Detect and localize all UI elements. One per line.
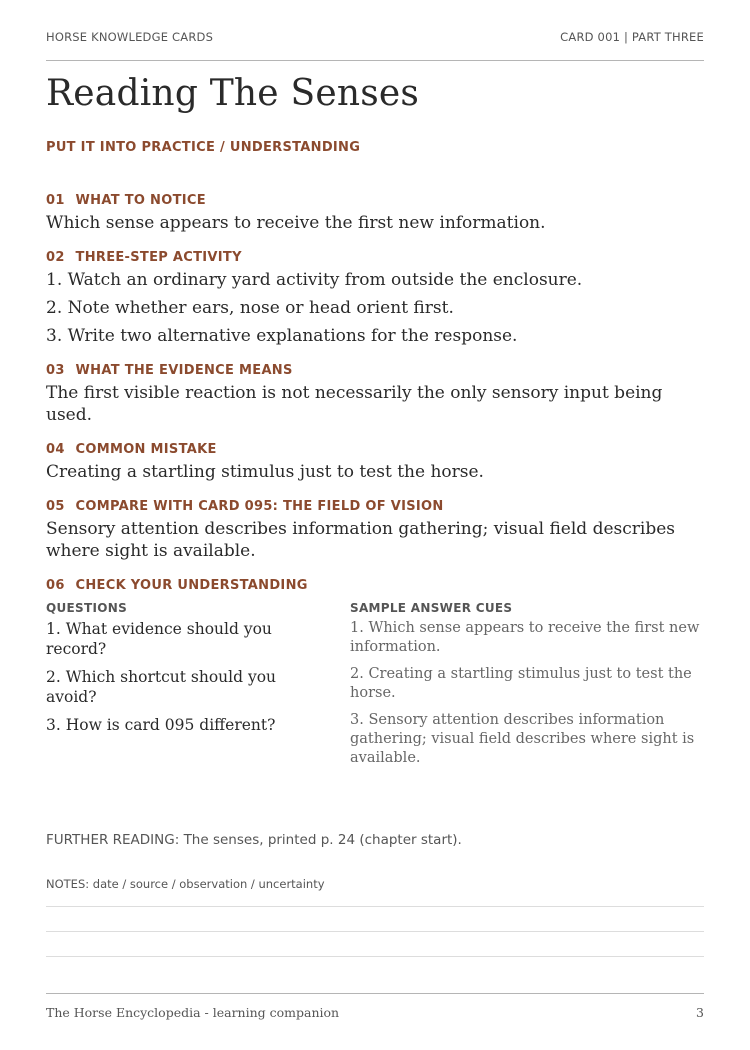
answer-cue: 1. Which sense appears to receive the first new information.: [350, 620, 700, 655]
activity-step: 2. Note whether ears, nose or head orient first.: [46, 298, 454, 318]
answers-label: SAMPLE ANSWER CUES: [350, 601, 513, 615]
question-item: 2. Which shortcut should you avoid?: [46, 668, 277, 706]
questions-column: [46, 601, 350, 776]
page-number: 3: [696, 1005, 704, 1020]
section-what-to-notice: [46, 193, 704, 234]
section-title: CHECK YOUR UNDERSTANDING: [75, 578, 308, 593]
answer-cue: 3. Sensory attention describes information gathering; visual field describes where sight is available.: [350, 712, 695, 766]
section-title: THREE-STEP ACTIVITY: [75, 250, 242, 265]
page-header: [46, 30, 704, 44]
section-body: Sensory attention describes information gathering; visual field describes where sight is available.: [46, 519, 675, 561]
section-number: 05: [46, 499, 65, 514]
section-check-understanding: [46, 578, 704, 776]
note-line: [46, 956, 704, 957]
footer-divider: [46, 993, 704, 994]
question-item: 1. What evidence should you record?: [46, 620, 272, 658]
section-three-step-activity: [46, 250, 704, 347]
card-content: [46, 193, 704, 792]
note-line: [46, 931, 704, 932]
card-number-label: CARD 001 | PART THREE: [560, 30, 704, 44]
section-heading: [46, 499, 704, 514]
activity-step: 1. Watch an ordinary yard activity from outside the enclosure.: [46, 270, 583, 290]
header-divider: [46, 60, 704, 61]
section-body: Which sense appears to receive the first new information.: [46, 213, 546, 233]
series-label: HORSE KNOWLEDGE CARDS: [46, 30, 214, 44]
section-title: COMPARE WITH CARD 095: THE FIELD OF VISION: [75, 499, 444, 514]
section-number: 04: [46, 442, 65, 457]
section-number: 06: [46, 578, 65, 593]
further-reading: FURTHER READING: The senses, printed p. 24 (chapter start).: [46, 832, 462, 848]
section-body: Creating a startling stimulus just to test the horse.: [46, 462, 484, 482]
section-body: The first visible reaction is not necessarily the only sensory input being used.: [46, 383, 663, 425]
section-title: WHAT TO NOTICE: [75, 193, 206, 208]
questions-label: QUESTIONS: [46, 601, 128, 615]
page-subtitle: PUT IT INTO PRACTICE / UNDERSTANDING: [46, 140, 361, 155]
question-item: 3. How is card 095 different?: [46, 716, 276, 734]
section-heading: [46, 193, 704, 208]
section-title: WHAT THE EVIDENCE MEANS: [75, 363, 293, 378]
section-number: 03: [46, 363, 65, 378]
section-evidence-means: [46, 363, 704, 426]
section-number: 01: [46, 193, 65, 208]
page-title: Reading The Senses: [46, 73, 420, 114]
notes-label: NOTES: date / source / observation / uncertainty: [46, 877, 325, 891]
section-compare: [46, 499, 704, 562]
section-number: 02: [46, 250, 65, 265]
footer-title: The Horse Encyclopedia - learning companion: [46, 1005, 340, 1020]
answers-column: [350, 601, 704, 776]
section-heading: [46, 578, 704, 593]
section-common-mistake: [46, 442, 704, 483]
section-heading: [46, 363, 704, 378]
activity-step: 3. Write two alternative explanations for the response.: [46, 326, 518, 346]
section-heading: [46, 442, 704, 457]
note-line: [46, 906, 704, 907]
activity-steps: [46, 269, 704, 347]
qa-table: [46, 601, 704, 776]
section-heading: [46, 250, 704, 265]
answer-cue: 2. Creating a startling stimulus just to test the horse.: [350, 666, 692, 701]
section-title: COMMON MISTAKE: [75, 442, 217, 457]
